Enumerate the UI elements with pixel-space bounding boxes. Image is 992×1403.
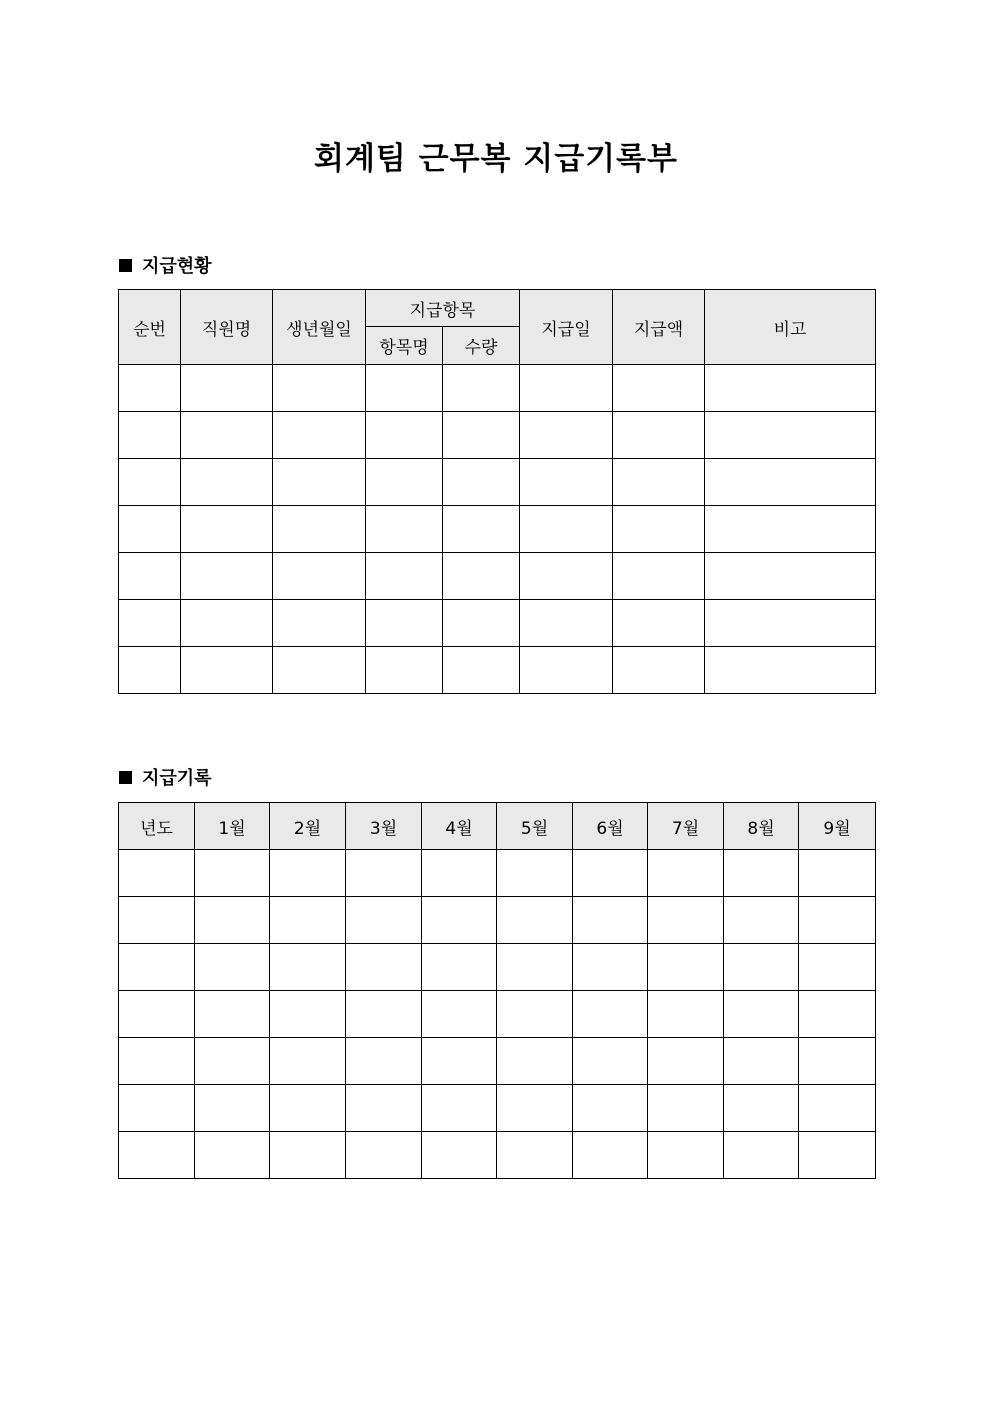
table-cell[interactable] (613, 647, 705, 694)
table-cell[interactable] (443, 365, 520, 412)
table-row (119, 647, 876, 694)
table-cell[interactable] (119, 459, 181, 506)
table-cell[interactable] (119, 412, 181, 459)
table-cell[interactable] (520, 647, 613, 694)
square-bullet-icon (119, 259, 132, 272)
table-cell[interactable] (648, 944, 724, 991)
table-cell[interactable] (799, 897, 876, 944)
table-cell[interactable] (724, 850, 799, 897)
table-row (119, 412, 876, 459)
table-cell[interactable] (366, 365, 443, 412)
table-cell[interactable] (613, 412, 705, 459)
table-cell[interactable] (181, 412, 273, 459)
header-month-3: 3월 (346, 803, 422, 850)
record-table (118, 802, 876, 1179)
table-cell[interactable] (346, 1038, 422, 1085)
table-cell[interactable] (270, 1132, 346, 1179)
table-cell[interactable] (181, 459, 273, 506)
table-cell[interactable] (195, 991, 270, 1038)
table-cell[interactable] (422, 850, 497, 897)
table-cell[interactable] (648, 897, 724, 944)
table-cell[interactable] (346, 1085, 422, 1132)
table-cell[interactable] (181, 647, 273, 694)
table-cell[interactable] (724, 991, 799, 1038)
table-cell[interactable] (799, 991, 876, 1038)
table-cell[interactable] (119, 553, 181, 600)
table-row (119, 365, 876, 412)
table-cell[interactable] (443, 553, 520, 600)
table-cell[interactable] (520, 553, 613, 600)
table-cell[interactable] (366, 600, 443, 647)
header-name: 직원명 (181, 290, 273, 365)
table-cell[interactable] (497, 1132, 573, 1179)
table-cell[interactable] (705, 459, 876, 506)
header-month-5: 5월 (497, 803, 573, 850)
table-cell[interactable] (613, 506, 705, 553)
table-cell[interactable] (573, 1132, 648, 1179)
table-row (119, 897, 876, 944)
table-cell[interactable] (195, 1038, 270, 1085)
table-cell[interactable] (573, 1038, 648, 1085)
table-cell[interactable] (270, 850, 346, 897)
status-table (118, 289, 876, 694)
table-cell[interactable] (613, 600, 705, 647)
header-month-7: 7월 (648, 803, 724, 850)
table-cell[interactable] (119, 850, 195, 897)
table-row (119, 850, 876, 897)
header-month-8: 8월 (724, 803, 799, 850)
table-cell[interactable] (366, 553, 443, 600)
table-cell[interactable] (613, 553, 705, 600)
table-cell[interactable] (273, 365, 366, 412)
table-cell[interactable] (346, 1132, 422, 1179)
table-cell[interactable] (346, 944, 422, 991)
table-cell[interactable] (520, 459, 613, 506)
table-cell[interactable] (613, 459, 705, 506)
table-cell[interactable] (270, 897, 346, 944)
table-cell[interactable] (422, 897, 497, 944)
header-quantity: 수량 (443, 327, 520, 365)
table-cell[interactable] (497, 991, 573, 1038)
table-cell[interactable] (119, 647, 181, 694)
table-cell[interactable] (648, 1132, 724, 1179)
header-month-1: 1월 (195, 803, 270, 850)
table-cell[interactable] (273, 647, 366, 694)
table-cell[interactable] (119, 944, 195, 991)
table-cell[interactable] (119, 897, 195, 944)
table-cell[interactable] (573, 897, 648, 944)
table-cell[interactable] (520, 412, 613, 459)
header-no: 순번 (119, 290, 181, 365)
table-cell[interactable] (705, 647, 876, 694)
table-cell[interactable] (497, 944, 573, 991)
table-cell[interactable] (422, 1085, 497, 1132)
table-row (119, 553, 876, 600)
table-cell[interactable] (195, 850, 270, 897)
document-title: 회계팀 근무복 지급기록부 (314, 141, 678, 177)
table-cell[interactable] (648, 1085, 724, 1132)
table-cell[interactable] (799, 1132, 876, 1179)
table-cell[interactable] (195, 1085, 270, 1132)
section-heading-label: 지급기록 (142, 768, 212, 789)
table-cell[interactable] (422, 991, 497, 1038)
table-cell[interactable] (346, 850, 422, 897)
table-cell[interactable] (270, 944, 346, 991)
header-date: 지급일 (520, 290, 613, 365)
table-cell[interactable] (799, 944, 876, 991)
table-cell[interactable] (119, 600, 181, 647)
table-cell[interactable] (497, 850, 573, 897)
table-row (119, 459, 876, 506)
table-cell[interactable] (573, 991, 648, 1038)
table-cell[interactable] (648, 850, 724, 897)
table-cell[interactable] (119, 1085, 195, 1132)
table-cell[interactable] (724, 1132, 799, 1179)
table-cell[interactable] (705, 553, 876, 600)
table-cell[interactable] (520, 600, 613, 647)
table-row (119, 1085, 876, 1132)
table-cell[interactable] (705, 506, 876, 553)
header-year: 년도 (119, 803, 195, 850)
table-cell[interactable] (422, 1038, 497, 1085)
table-row (119, 600, 876, 647)
table-row (119, 1132, 876, 1179)
table-cell[interactable] (705, 412, 876, 459)
header-item-group: 지급항목 (366, 290, 520, 327)
table-cell[interactable] (119, 991, 195, 1038)
table-cell[interactable] (119, 1132, 195, 1179)
table-cell[interactable] (799, 1038, 876, 1085)
table-cell[interactable] (366, 647, 443, 694)
table-cell[interactable] (724, 1085, 799, 1132)
table-cell[interactable] (724, 897, 799, 944)
header-birth: 생년월일 (273, 290, 366, 365)
square-bullet-icon (119, 771, 132, 784)
table-cell[interactable] (443, 647, 520, 694)
table-cell[interactable] (195, 944, 270, 991)
table-cell[interactable] (799, 1085, 876, 1132)
header-amount: 지급액 (613, 290, 705, 365)
table-cell[interactable] (705, 600, 876, 647)
table-cell[interactable] (181, 365, 273, 412)
table-cell[interactable] (119, 506, 181, 553)
section-heading-label: 지급현황 (142, 256, 212, 277)
table-cell[interactable] (346, 897, 422, 944)
table-cell[interactable] (270, 991, 346, 1038)
table-row (119, 1038, 876, 1085)
table-cell[interactable] (270, 1085, 346, 1132)
table-cell[interactable] (273, 506, 366, 553)
table-cell[interactable] (573, 1085, 648, 1132)
section-heading-status (119, 252, 212, 278)
table-cell[interactable] (705, 365, 876, 412)
header-item-name: 항목명 (366, 327, 443, 365)
table-cell[interactable] (366, 506, 443, 553)
table-cell[interactable] (366, 412, 443, 459)
table-cell[interactable] (497, 1038, 573, 1085)
section-heading-record (119, 764, 212, 790)
table-cell[interactable] (497, 897, 573, 944)
table-cell[interactable] (273, 412, 366, 459)
table-cell[interactable] (443, 412, 520, 459)
table-cell[interactable] (366, 459, 443, 506)
table-row (119, 991, 876, 1038)
table-cell[interactable] (181, 553, 273, 600)
table-cell[interactable] (648, 1038, 724, 1085)
table-cell[interactable] (724, 1038, 799, 1085)
table-row (119, 944, 876, 991)
table-cell[interactable] (195, 1132, 270, 1179)
table-cell[interactable] (273, 600, 366, 647)
table-cell[interactable] (573, 850, 648, 897)
table-cell[interactable] (648, 991, 724, 1038)
table-cell[interactable] (422, 1132, 497, 1179)
header-month-4: 4월 (422, 803, 497, 850)
table-cell[interactable] (443, 600, 520, 647)
table-cell[interactable] (273, 553, 366, 600)
table-cell[interactable] (181, 600, 273, 647)
table-cell[interactable] (799, 850, 876, 897)
table-cell[interactable] (273, 459, 366, 506)
table-cell[interactable] (181, 506, 273, 553)
table-cell[interactable] (520, 365, 613, 412)
header-month-2: 2월 (270, 803, 346, 850)
table-cell[interactable] (119, 365, 181, 412)
header-month-6: 6월 (573, 803, 648, 850)
table-cell[interactable] (270, 1038, 346, 1085)
table-cell[interactable] (613, 365, 705, 412)
table-cell[interactable] (195, 897, 270, 944)
header-note: 비고 (705, 290, 876, 365)
table-cell[interactable] (119, 1038, 195, 1085)
table-cell[interactable] (443, 459, 520, 506)
table-cell[interactable] (422, 944, 497, 991)
table-cell[interactable] (497, 1085, 573, 1132)
table-cell[interactable] (346, 991, 422, 1038)
table-cell[interactable] (443, 506, 520, 553)
table-cell[interactable] (520, 506, 613, 553)
table-row (119, 506, 876, 553)
table-cell[interactable] (573, 944, 648, 991)
header-month-9: 9월 (799, 803, 876, 850)
table-cell[interactable] (724, 944, 799, 991)
